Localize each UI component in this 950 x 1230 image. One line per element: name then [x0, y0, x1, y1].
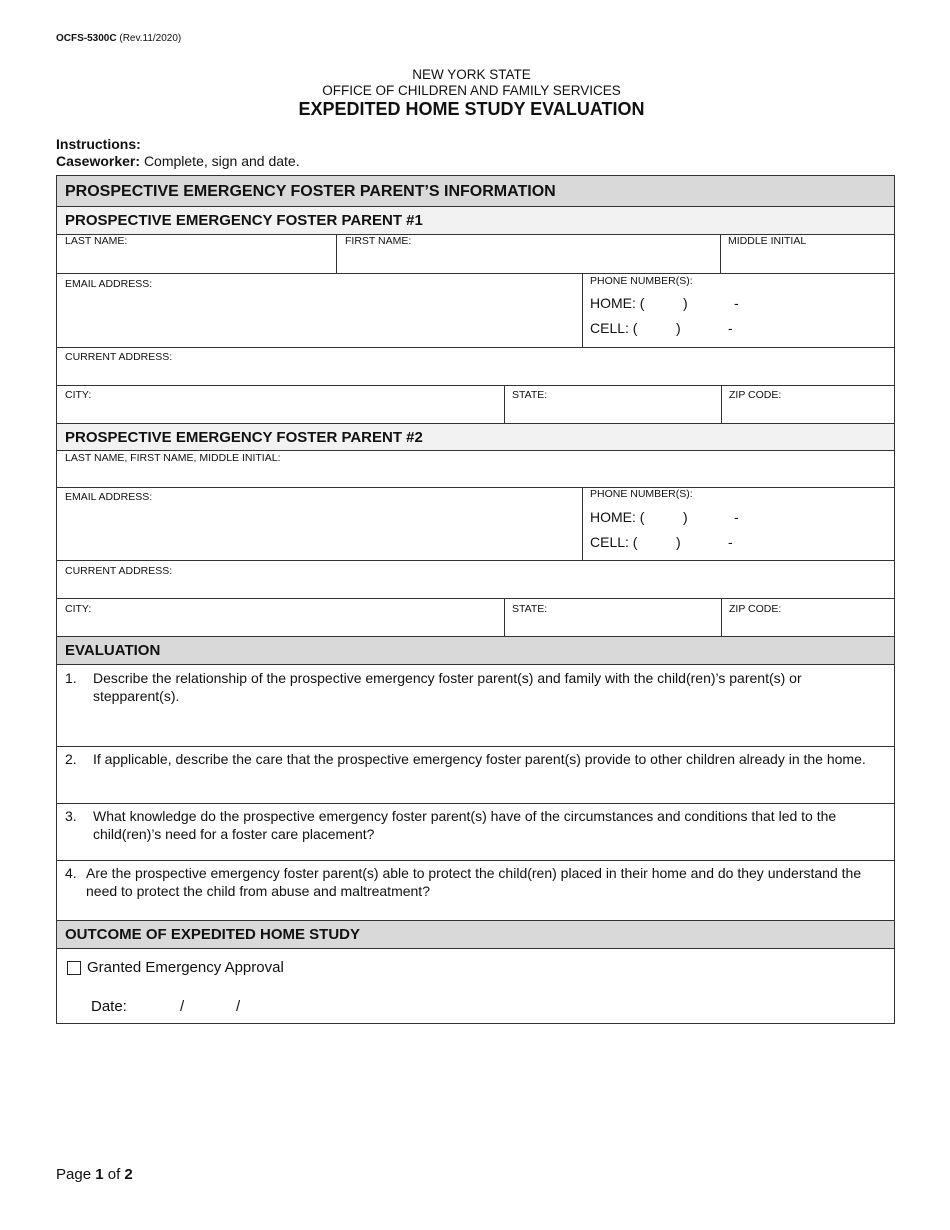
parent2-zip-field[interactable]: ZIP CODE: [729, 603, 782, 615]
header-state: NEW YORK STATE [412, 67, 531, 82]
parent1-cell-phone-field[interactable]: CELL: ( [590, 320, 638, 336]
outcome-date-label: Date: [91, 998, 127, 1015]
form-id: OCFS-5300C (Rev.11/2020) [56, 33, 182, 44]
form-table: PROSPECTIVE EMERGENCY FOSTER PARENT’S INFORMATION PROSPECTIVE EMERGENCY FOSTER PARENT #1 LAST NAME: FIRST NAME: MIDDLE INITIAL EMAIL ADDRESS: PHONE NUMBER(S): HOME: ( ) - CELL: ( ) - CURRENT ADDRESS: CITY: STATE: ZIP CODE: PROSPECTIVE EMERGENCY FOSTER PARENT #2 LAST NAME, FIRST NAME, MIDDLE INITIAL: EMAIL ADDRESS: PHONE NUMBER(S): HOME: ( ) - CELL: ( ) - CURRENT ADDRESS: CITY: STATE: ZIP CODE: EVALUATION 1. Describe the relationship of the prospective emergency foster parent(s) and family with the child(ren)’s parent(s) or stepparent(s). 2. If applicable, describe the care that the prospective emergency foster parent(s) provide to other children already in the home. 3. What knowledge do the prospective emergency foster parent(s) have of the circumstances and conditions that led to the child(ren)’s need for a foster care placement? 4. Are the prospective emergency foster parent(s) able to protect the child(ren) placed in their home and do they understand the need to protect the child from abuse and maltreatment? OUTCOME OF EXPEDITED HOME STUDY Granted Emergency Approval Date: / / [56, 175, 895, 1024]
granted-approval-checkbox[interactable] [67, 961, 81, 975]
evaluation-header: EVALUATION [57, 637, 894, 665]
outcome-date-year-field[interactable]: / [236, 998, 241, 1015]
parent1-state-field[interactable]: STATE: [512, 389, 548, 401]
parent2-state-field[interactable]: STATE: [512, 603, 548, 615]
evaluation-question-2[interactable]: 2. If applicable, describe the care that the prospective emergency foster parent(s) provide to other children already in the home. [65, 751, 866, 767]
granted-approval-label: Granted Emergency Approval [87, 959, 284, 976]
parent2-address-field[interactable]: CURRENT ADDRESS: [65, 565, 173, 577]
parent2-header: PROSPECTIVE EMERGENCY FOSTER PARENT #2 [57, 424, 894, 451]
parent2-name-field[interactable]: LAST NAME, FIRST NAME, MIDDLE INITIAL: [65, 452, 281, 464]
parent2-email-field[interactable]: EMAIL ADDRESS: [65, 491, 153, 503]
parent1-last-name-field[interactable]: LAST NAME: [65, 235, 128, 247]
parent2-home-phone-field[interactable]: HOME: ( [590, 509, 645, 525]
parent1-first-name-field[interactable]: FIRST NAME: [345, 235, 412, 247]
parent1-address-field[interactable]: CURRENT ADDRESS: [65, 351, 173, 363]
page-number: Page 1 of 2 [56, 1166, 133, 1183]
section-info-header: PROSPECTIVE EMERGENCY FOSTER PARENT’S INFORMATION [57, 176, 894, 207]
parent2-city-field[interactable]: CITY: [65, 603, 92, 615]
document-title: EXPEDITED HOME STUDY EVALUATION [298, 99, 645, 119]
evaluation-question-4[interactable]: 4. Are the prospective emergency foster parent(s) able to protect the child(ren) placed in their home and do they understand the need to protect the child from abuse and maltreatment? [65, 865, 862, 899]
parent2-cell-phone-field[interactable]: CELL: ( [590, 534, 638, 550]
parent1-zip-field[interactable]: ZIP CODE: [729, 389, 782, 401]
evaluation-question-3[interactable]: 3. What knowledge do the prospective emergency foster parent(s) have of the circumstances and conditions that led to the child(ren)’s need for a foster care placement? [65, 808, 837, 842]
parent1-home-phone-field[interactable]: HOME: ( [590, 295, 645, 311]
outcome-header: OUTCOME OF EXPEDITED HOME STUDY [57, 921, 894, 949]
parent1-middle-initial-field[interactable]: MIDDLE INITIAL [728, 235, 807, 247]
parent2-phone-label: PHONE NUMBER(S): [590, 488, 693, 500]
parent1-email-field[interactable]: EMAIL ADDRESS: [65, 278, 153, 290]
outcome-date-month-field[interactable]: / [180, 998, 185, 1015]
instructions-label: Instructions: [56, 136, 141, 152]
evaluation-question-1[interactable]: 1. Describe the relationship of the prospective emergency foster parent(s) and family with the child(ren)’s parent(s) or stepparent(s). [65, 670, 802, 704]
caseworker-instruction: Caseworker: Complete, sign and date. [56, 153, 300, 169]
parent1-header: PROSPECTIVE EMERGENCY FOSTER PARENT #1 [57, 207, 894, 235]
parent1-phone-label: PHONE NUMBER(S): [590, 275, 693, 287]
parent1-city-field[interactable]: CITY: [65, 389, 92, 401]
header-office: OFFICE OF CHILDREN AND FAMILY SERVICES [322, 83, 621, 98]
